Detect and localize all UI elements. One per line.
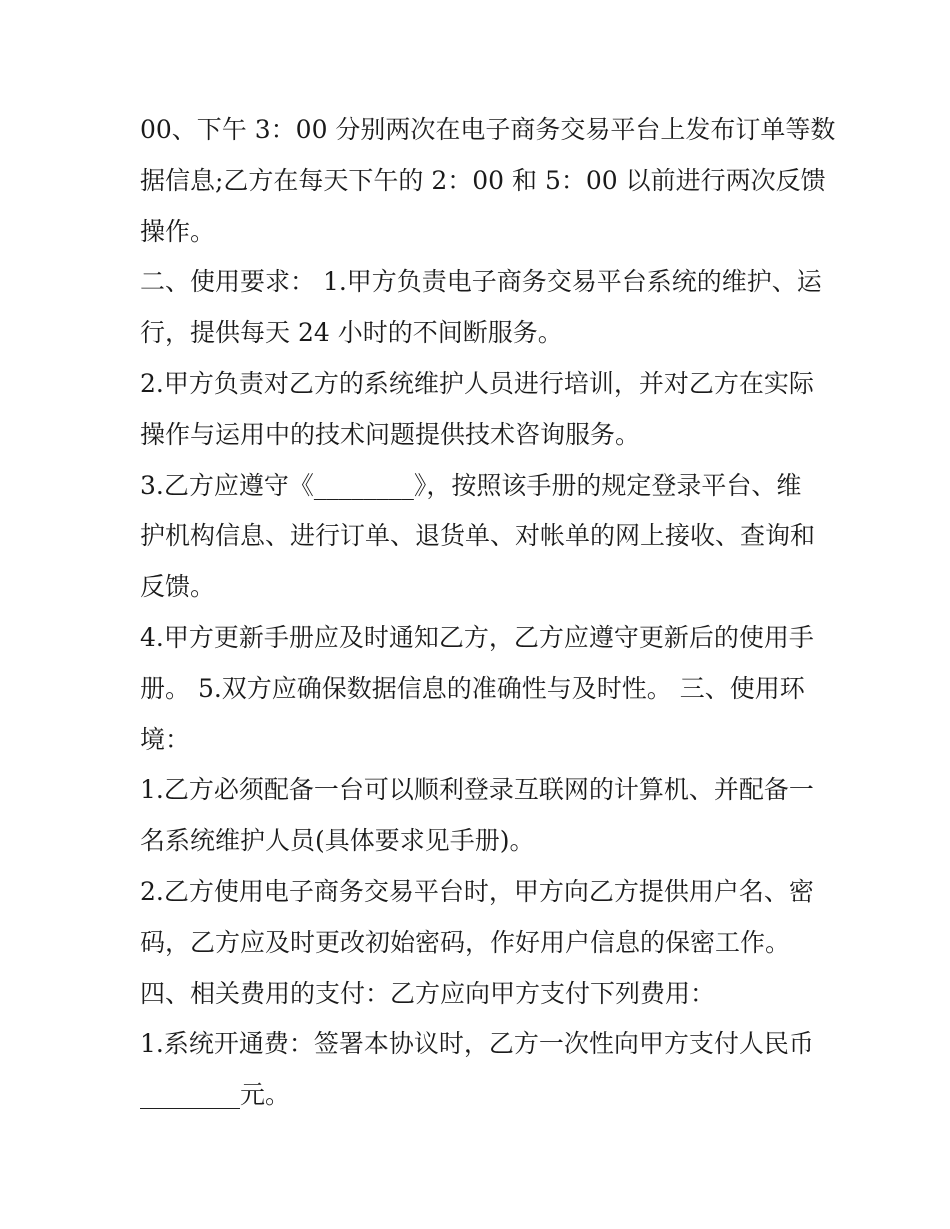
text-line: 四、相关费用的支付：乙方应向甲方支付下列费用： — [140, 978, 716, 1008]
text-line: 名系统维护人员(具体要求见手册)。 — [140, 826, 535, 856]
text-line: 操作与运用中的技术问题提供技术咨询服务。 — [140, 419, 641, 449]
text-line: 据信息;乙方在每天下午的 2：00 和 5：00 以前进行两次反馈 — [140, 165, 826, 195]
text-line: 3.乙方应遵守《________》，按照该手册的规定登录平台、维 — [140, 470, 802, 500]
text-line: 反馈。 — [140, 572, 216, 602]
text-line: 00、下午 3：00 分别两次在电子商务交易平台上发布订单等数 — [140, 115, 836, 144]
text-line: 2.乙方使用电子商务交易平台时，甲方向乙方提供用户名、密 — [140, 876, 814, 906]
text-line: 1.系统开通费：签署本协议时，乙方一次性向甲方支付人民币 — [140, 1029, 814, 1059]
text-line: 行，提供每天 24 小时的不间断服务。 — [140, 318, 563, 348]
text-line: 护机构信息、进行订单、退货单、对帐单的网上接收、查询和 — [140, 521, 816, 551]
text-line: 码，乙方应及时更改初始密码，作好用户信息的保密工作。 — [140, 927, 791, 957]
document-body — [140, 105, 836, 1121]
text-line: 2.甲方负责对乙方的系统维护人员进行培训，并对乙方在实际 — [140, 368, 814, 398]
text-line: 册。 5.双方应确保数据信息的准确性与及时性。 三、使用环 — [140, 673, 805, 703]
text-line: 1.乙方必须配备一台可以顺利登录互联网的计算机、并配备一 — [140, 775, 814, 805]
text-line: ________元。 — [140, 1080, 291, 1110]
text-line: 境： — [140, 724, 191, 754]
text-line: 操作。 — [140, 216, 216, 246]
text-line: 二、使用要求： 1.甲方负责电子商务交易平台系统的维护、运 — [140, 267, 822, 297]
text-line: 4.甲方更新手册应及时通知乙方，乙方应遵守更新后的使用手 — [140, 622, 814, 652]
